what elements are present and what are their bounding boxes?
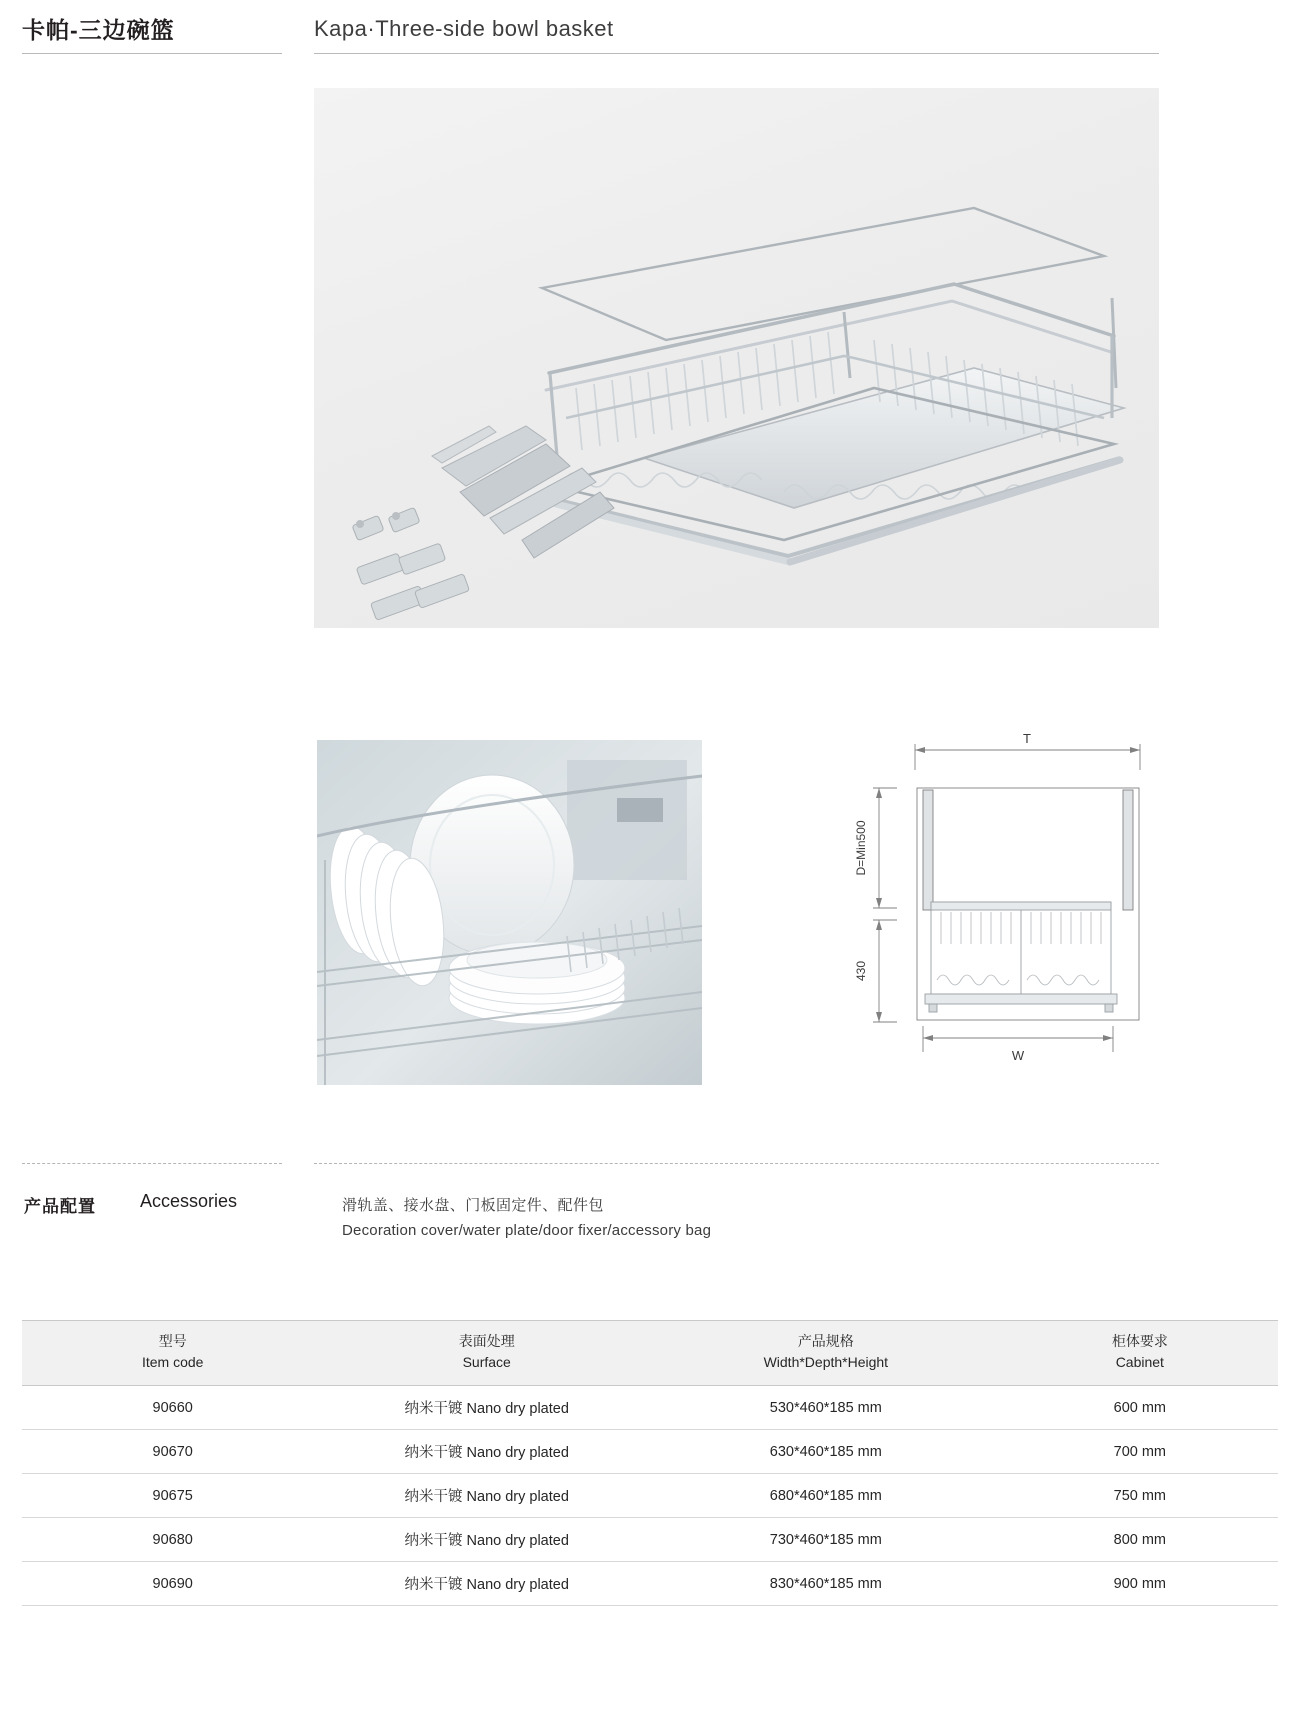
cell-surface: 纳米干镀 Nano dry plated [323, 1386, 650, 1430]
accessories-label-cn: 产品配置 [24, 1197, 96, 1216]
column-header-item-code-cn: 型号 [158, 1333, 187, 1349]
cell-surface: 纳米干镀 Nano dry plated [323, 1430, 650, 1474]
cell-surface: 纳米干镀 Nano dry plated [323, 1474, 650, 1518]
cell-item-code: 90675 [22, 1474, 323, 1518]
cell-item-code: 90690 [22, 1562, 323, 1606]
column-header-cabinet-cn: 柜体要求 [1111, 1333, 1168, 1349]
cell-item-code: 90680 [22, 1518, 323, 1562]
product-hero-image [314, 88, 1159, 628]
table-row [22, 1518, 1278, 1562]
column-header-size-cn: 产品规格 [797, 1333, 854, 1349]
column-header-surface-cn: 表面处理 [458, 1333, 515, 1349]
cell-size: 830*460*185 mm [650, 1562, 1002, 1606]
dim-label-top: T [1023, 731, 1031, 746]
column-header-cabinet [1002, 1321, 1278, 1386]
cell-item-code: 90660 [22, 1386, 323, 1430]
cell-surface: 纳米干镀 Nano dry plated [323, 1562, 650, 1606]
column-header-surface-en: Surface [462, 1354, 511, 1370]
cell-size: 730*460*185 mm [650, 1518, 1002, 1562]
table-header-row [22, 1321, 1278, 1386]
column-header-item-code-en: Item code [141, 1354, 204, 1370]
cell-cabinet: 750 mm [1002, 1474, 1278, 1518]
application-photo [317, 740, 702, 1085]
accessories-text-en: Decoration cover/water plate/door fixer/accessory bag [342, 1222, 712, 1239]
cell-item-code: 90670 [22, 1430, 323, 1474]
cell-cabinet: 700 mm [1002, 1430, 1278, 1474]
cell-cabinet: 600 mm [1002, 1386, 1278, 1430]
table-row [22, 1562, 1278, 1606]
cell-cabinet: 800 mm [1002, 1518, 1278, 1562]
page-header [0, 0, 1300, 60]
dim-label-depth: D=Min500 [854, 820, 868, 876]
accessories-divider-right [314, 1163, 1159, 1164]
technical-drawing-illustration [845, 730, 1175, 1090]
cell-size: 530*460*185 mm [650, 1386, 1002, 1430]
table-row [22, 1430, 1278, 1474]
page-title-cn: 卡帕-三边碗篮 [22, 17, 175, 43]
header-divider-right [314, 53, 1159, 54]
column-header-item-code [22, 1321, 323, 1386]
accessories-text-cn: 滑轨盖、接水盘、门板固定件、配件包 [342, 1197, 604, 1214]
specification-table [22, 1320, 1278, 1606]
application-photo-illustration [317, 740, 702, 1085]
header-divider-left [22, 53, 282, 54]
column-header-surface [323, 1321, 650, 1386]
technical-drawing [845, 730, 1175, 1090]
hero-illustration [314, 88, 1159, 628]
table-row [22, 1474, 1278, 1518]
cell-size: 630*460*185 mm [650, 1430, 1002, 1474]
accessories-label-en: Accessories [140, 1191, 238, 1211]
cell-size: 680*460*185 mm [650, 1474, 1002, 1518]
page-title-en: Kapa·Three-side bowl basket [314, 16, 614, 41]
column-header-size [650, 1321, 1002, 1386]
column-header-size-en: Width*Depth*Height [763, 1354, 889, 1370]
cell-surface: 纳米干镀 Nano dry plated [323, 1518, 650, 1562]
dim-label-width: W [1011, 1048, 1025, 1063]
table-row [22, 1386, 1278, 1430]
cell-cabinet: 900 mm [1002, 1562, 1278, 1606]
dim-label-height: 430 [854, 960, 868, 982]
column-header-cabinet-en: Cabinet [1115, 1354, 1164, 1370]
accessories-divider-left [22, 1163, 282, 1164]
